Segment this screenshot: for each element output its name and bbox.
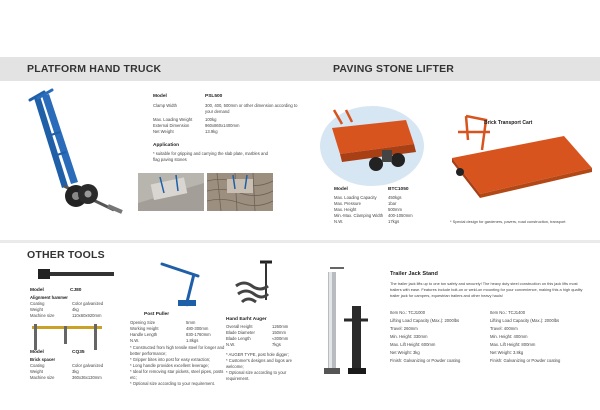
jack-spec-line: Min. Height: 330mm bbox=[390, 334, 428, 339]
auger-notes bbox=[226, 352, 296, 382]
post-puller-spec-value: 5mm bbox=[186, 320, 196, 325]
application-text: * suitable for gripping and carrying the slab plate, marbles and flag paving stones bbox=[153, 151, 268, 162]
jack-spec-line: Max. Lift Height: 600mm bbox=[390, 342, 436, 347]
auger-spec-label: Blade Length bbox=[226, 336, 251, 341]
spacer-spec-label: Machine size bbox=[30, 375, 55, 380]
alignment-hammer-image bbox=[36, 266, 116, 282]
lifter-spec-value: 400-1050mm bbox=[388, 213, 413, 218]
jack-spec-line: Finish: Galvanizing or Powder coating bbox=[390, 358, 461, 363]
note-line: * Optional size according to your requirement. bbox=[226, 370, 287, 381]
auger-spec-label: Overall Height bbox=[226, 324, 253, 329]
post-puller-spec-label: Handle Length bbox=[130, 332, 158, 337]
jack-spec-right bbox=[490, 310, 590, 366]
note-line: * Constructed from high tensile steel for longer and better performance; bbox=[130, 345, 225, 356]
lifter-spec-label: N.W. bbox=[334, 219, 344, 224]
spacer-spec-label: Weight bbox=[30, 369, 43, 374]
hammer-spec-value: 110x60x920mm bbox=[72, 313, 102, 318]
note-line: * Ideal for removing star pickets, steel pipes, posts etc; bbox=[130, 369, 224, 380]
lifter-note: * Special design for gardeners, pavers, road construction, transport bbox=[450, 219, 566, 224]
brick-spacer-image bbox=[28, 322, 106, 352]
post-puller-spec-label: Opening Size bbox=[130, 320, 156, 325]
note-line: * Long handle provides excellent leverage; bbox=[130, 363, 209, 368]
truck-spec-value: 960x860x1400mm bbox=[205, 123, 240, 128]
spacer-model-label: Model bbox=[30, 350, 44, 355]
other-tools-title: OTHER TOOLS bbox=[27, 249, 105, 261]
trailer-jack-stand-image bbox=[318, 266, 378, 378]
truck-spec-row: Max. Loading Weight bbox=[153, 117, 193, 122]
spacer-spec-label: Coating bbox=[30, 363, 45, 368]
note-line: * AUGER TYPE, post hole digger; bbox=[226, 352, 289, 357]
note-line: * Customer's designs and logos are welcome; bbox=[226, 358, 292, 369]
trailer-jack-description: The trailer jack lifts up to one ton safely and securely! The heavy duty steel construction on this jack lifts most trailers with ease. Features include bolt-on or weld-on mounting for your convenience, making this a high quality trailer jack for campers, equestrian trailers and other heavy hauls! bbox=[390, 281, 583, 298]
jack-spec-line: Net Weight: 3.8kg bbox=[490, 350, 524, 355]
auger-spec-label: N.W. bbox=[226, 342, 236, 347]
jack-spec-left bbox=[390, 310, 482, 366]
truck-spec-row: Net Weight bbox=[153, 129, 174, 134]
spacer-spec-value: 360x36x130mm bbox=[72, 375, 102, 380]
lifter-spec-label: Max. Loading Capacity bbox=[334, 195, 377, 200]
spacer-spec-value: Color galvanized bbox=[72, 363, 104, 368]
paving-photo-left bbox=[138, 173, 204, 211]
hammer-spec-label: Machine size bbox=[30, 313, 55, 318]
jack-spec-line: Item No.: TCJ1400 bbox=[490, 310, 526, 315]
truck-spec-value: 13.9kg bbox=[205, 129, 218, 134]
lifter-spec-value: 500mm bbox=[388, 207, 402, 212]
hand-earth-auger-image bbox=[228, 260, 284, 318]
post-puller-spec-value: 480-300mm bbox=[186, 326, 209, 331]
truck-spec-row: Clamp Width bbox=[153, 103, 177, 108]
hammer-spec-value: 4kg bbox=[72, 307, 79, 312]
spacer-model-value: CQ35 bbox=[72, 350, 85, 355]
jack-spec-line: Finish: Galvanizing or Powder coating bbox=[490, 358, 561, 363]
post-puller-spec-label: N.W. bbox=[130, 338, 140, 343]
trailer-jack-title: Trailer Jack Stand bbox=[390, 271, 438, 277]
spacer-name: Brick spacer bbox=[30, 357, 56, 362]
hammer-model-label: Model bbox=[30, 288, 44, 293]
auger-spec-value: 1260mm bbox=[272, 324, 289, 329]
lifter-spec-value: 1bar bbox=[388, 201, 397, 206]
post-puller-spec-value: 830-1760mm bbox=[186, 332, 211, 337]
post-puller-image bbox=[156, 258, 206, 310]
spacer-spec-value: 3kg bbox=[72, 369, 79, 374]
lifter-model-label: Model bbox=[334, 187, 348, 192]
lifter-spec-value: 17kgs bbox=[388, 219, 400, 224]
lifter-spec-label: Min.-Max. Clamping Width bbox=[334, 213, 384, 218]
auger-spec-value: ≈300mm bbox=[272, 336, 289, 341]
auger-spec-value: 150mm bbox=[272, 330, 286, 335]
truck-spec-value: 100kg bbox=[205, 117, 217, 122]
hammer-spec-value: Color galvanized bbox=[72, 301, 104, 306]
truck-spec-row: External Dimension bbox=[153, 123, 190, 128]
platform-hand-truck-image bbox=[18, 86, 138, 226]
lifter-model-value: BTC1050 bbox=[388, 187, 409, 192]
hammer-name: Alignment hammer bbox=[30, 295, 68, 300]
truck-model-value: PSL500 bbox=[205, 94, 223, 99]
paving-photo-right bbox=[207, 173, 273, 211]
jack-spec-line: Lifting Load Capacity (Max.): 2000lbs bbox=[390, 318, 460, 323]
jack-spec-line: Min. Height: 400mm bbox=[490, 334, 528, 339]
auger-title: Hand Earht Auger bbox=[226, 317, 267, 322]
auger-spec-value: 7kgs bbox=[272, 342, 281, 347]
jack-spec-line: Travel: 260mm bbox=[390, 326, 418, 331]
post-puller-title: Post Puller bbox=[144, 312, 170, 317]
lifter-spec-value: 450kgs bbox=[388, 195, 402, 200]
post-puller-spec-value: 1.8kgs bbox=[186, 338, 199, 343]
note-line: * Optional size according to your requirement. bbox=[130, 381, 215, 386]
truck-spec-value: 300, 400, 500mm or other dimension according to your demand bbox=[205, 103, 298, 114]
application-title: Application bbox=[153, 143, 180, 148]
post-puller-spec-label: Working Height bbox=[130, 326, 159, 331]
lifter-spec-label: Max. Height bbox=[334, 207, 357, 212]
jack-spec-line: Travel: 400mm bbox=[490, 326, 518, 331]
jack-spec-line: Lifting Load Capacity (Max.): 2000lbs bbox=[490, 318, 560, 323]
platform-hand-truck-title: PLATFORM HAND TRUCK bbox=[27, 63, 162, 75]
jack-spec-line: Max. Lift Height: 800mm bbox=[490, 342, 536, 347]
hammer-spec-label: Weight bbox=[30, 307, 43, 312]
post-puller-notes bbox=[130, 345, 225, 387]
paving-stone-lifter-image bbox=[318, 104, 428, 188]
jack-spec-line: Net Weight: 3kg bbox=[390, 350, 420, 355]
brick-transport-cart-label: Brick Transport Cart bbox=[484, 120, 533, 126]
note-line: * Gripper bites into post for easy extraction; bbox=[130, 357, 211, 362]
hammer-model-value: CJ80 bbox=[70, 288, 82, 293]
hammer-spec-label: Coating bbox=[30, 301, 45, 306]
truck-model-label: Model bbox=[153, 94, 167, 99]
auger-spec-label: Blade Diameter bbox=[226, 330, 255, 335]
jack-spec-line: Item No.: TCJ1000 bbox=[390, 310, 426, 315]
lifter-spec-label: Max. Pressure bbox=[334, 201, 361, 206]
other-tools-divider bbox=[0, 240, 600, 243]
paving-stone-lifter-title: PAVING STONE LIFTER bbox=[333, 63, 455, 75]
